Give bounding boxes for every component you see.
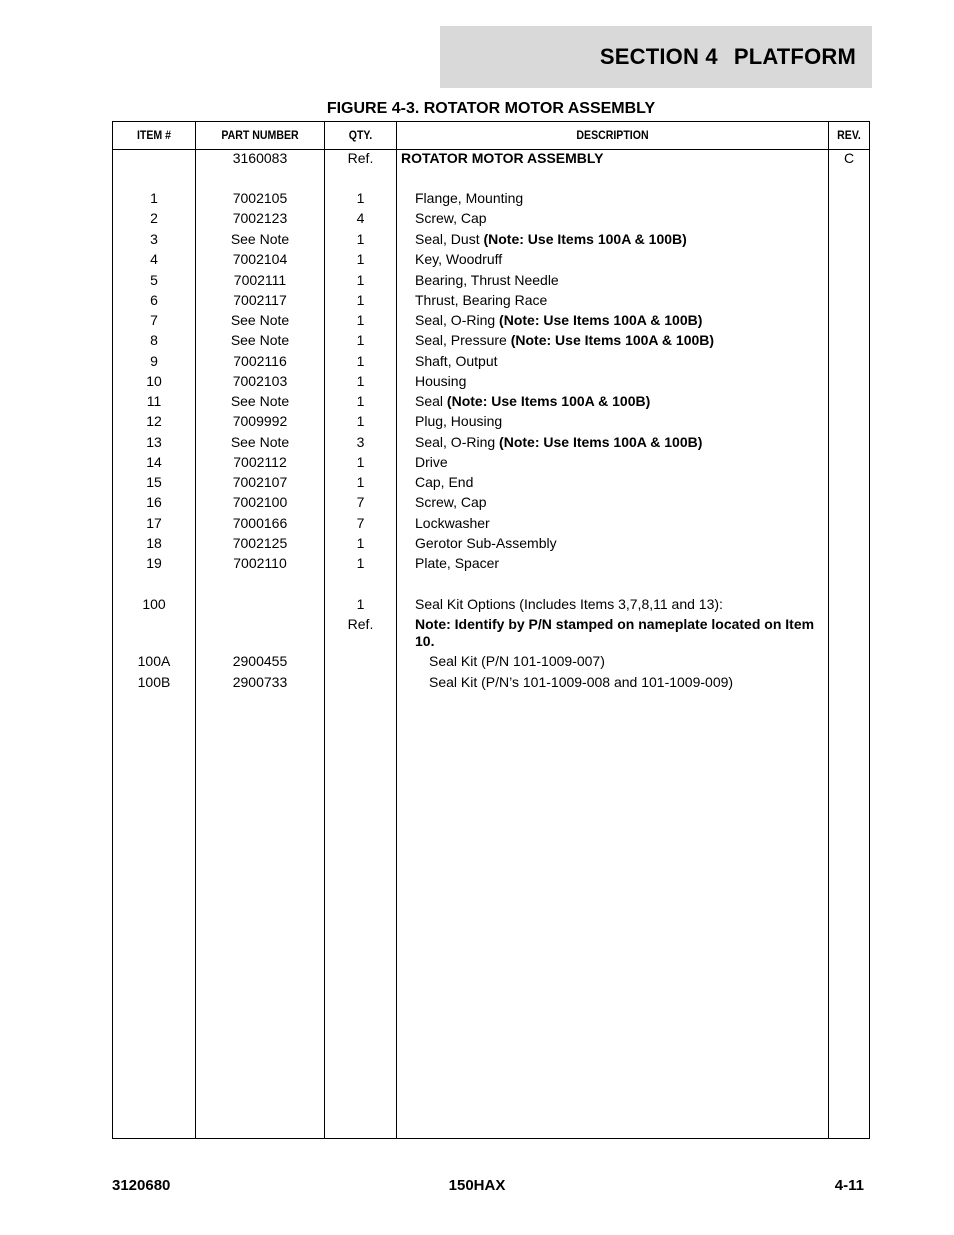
description-cell: Plate, Spacer bbox=[415, 555, 500, 571]
column-header-part-number: PART NUMBER bbox=[221, 128, 299, 142]
section-name: PLATFORM bbox=[733, 44, 856, 69]
footer-model: 150HAX bbox=[448, 1177, 506, 1194]
part-number-cell: See Note bbox=[230, 332, 290, 348]
figure-title: FIGURE 4-3. ROTATOR MOTOR ASSEMBLY bbox=[326, 100, 656, 117]
section-header bbox=[440, 26, 872, 88]
qty-cell: 1 bbox=[356, 555, 365, 571]
item-cell: 16 bbox=[146, 494, 162, 510]
column-divider bbox=[828, 122, 829, 1138]
item-cell: 4 bbox=[150, 251, 158, 267]
parts-table bbox=[112, 121, 870, 1139]
qty-cell: 1 bbox=[356, 272, 365, 288]
qty-cell: 1 bbox=[356, 353, 365, 369]
description-cell: Seal Kit (P/N 101-1009-007) bbox=[429, 653, 605, 669]
qty-cell: 1 bbox=[356, 596, 365, 612]
qty-cell: 1 bbox=[356, 393, 365, 409]
item-cell: 18 bbox=[146, 535, 162, 551]
part-number-cell: 7002117 bbox=[233, 292, 287, 308]
part-number-cell: 7002112 bbox=[233, 454, 287, 470]
item-cell: 13 bbox=[146, 434, 162, 450]
part-number-cell: 7002107 bbox=[232, 474, 288, 490]
description-cell: Plug, Housing bbox=[415, 413, 503, 429]
description-cell: Seal, O-Ring (Note: Use Items 100A & 100B) bbox=[415, 434, 703, 450]
description-cell: Seal, O-Ring (Note: Use Items 100A & 100B) bbox=[415, 312, 703, 328]
qty-cell: 1 bbox=[356, 413, 365, 429]
qty-cell: 7 bbox=[356, 515, 365, 531]
footer-doc-number: 3120680 bbox=[112, 1177, 171, 1194]
item-cell: 6 bbox=[150, 292, 158, 308]
item-cell: 11 bbox=[146, 393, 162, 409]
item-cell: 12 bbox=[146, 413, 162, 429]
part-number-cell: See Note bbox=[230, 393, 290, 409]
qty-cell: 1 bbox=[356, 454, 365, 470]
part-number-cell: 7002105 bbox=[232, 190, 288, 206]
item-cell: 5 bbox=[150, 272, 158, 288]
qty-cell: Ref. bbox=[347, 150, 374, 166]
qty-cell: 1 bbox=[356, 332, 365, 348]
part-number-cell: 7002110 bbox=[233, 555, 287, 571]
description-cell: Bearing, Thrust Needle bbox=[415, 272, 559, 288]
qty-cell: 7 bbox=[356, 494, 365, 510]
item-cell: 3 bbox=[150, 231, 158, 247]
description-cell: Key, Woodruff bbox=[415, 251, 503, 267]
item-cell: 10 bbox=[146, 373, 162, 389]
part-number-cell: 7002111 bbox=[233, 272, 287, 288]
column-divider bbox=[396, 122, 397, 1138]
qty-cell: 3 bbox=[356, 434, 365, 450]
qty-cell: 1 bbox=[356, 373, 365, 389]
description-cell: Lockwasher bbox=[415, 515, 490, 531]
description-cell: Cap, End bbox=[415, 474, 474, 490]
part-number-cell: 2900455 bbox=[232, 653, 288, 669]
description-cell: Seal Kit (P/N’s 101-1009-008 and 101-1009-009) bbox=[429, 674, 734, 690]
item-cell: 17 bbox=[146, 515, 162, 531]
item-cell: 19 bbox=[146, 555, 162, 571]
part-number-cell: 7002123 bbox=[232, 210, 288, 226]
part-number-cell: See Note bbox=[230, 231, 290, 247]
qty-cell: 1 bbox=[356, 190, 365, 206]
part-number-cell: 7002100 bbox=[232, 494, 288, 510]
section-label: SECTION 4 bbox=[599, 44, 718, 69]
description-cell: Note: Identify by P/N stamped on nameplate located on Item 10. bbox=[415, 616, 815, 649]
description-cell: Drive bbox=[415, 454, 448, 470]
item-cell: 8 bbox=[150, 332, 158, 348]
qty-cell: 1 bbox=[356, 535, 365, 551]
description-cell: Screw, Cap bbox=[415, 494, 487, 510]
column-header-item: ITEM # bbox=[136, 128, 172, 142]
item-cell: 1 bbox=[150, 190, 158, 206]
description-cell: Gerotor Sub-Assembly bbox=[415, 535, 557, 551]
item-cell: 15 bbox=[146, 474, 162, 490]
qty-cell: 1 bbox=[356, 292, 365, 308]
item-cell: 9 bbox=[150, 353, 158, 369]
qty-cell: 1 bbox=[356, 251, 365, 267]
item-cell: 14 bbox=[146, 454, 162, 470]
item-cell: 100B bbox=[137, 674, 171, 690]
description-cell: Thrust, Bearing Race bbox=[415, 292, 548, 308]
description-cell: Shaft, Output bbox=[415, 353, 498, 369]
part-number-cell: 2900733 bbox=[232, 674, 288, 690]
part-number-cell: 7000166 bbox=[232, 515, 288, 531]
qty-cell: 1 bbox=[356, 474, 365, 490]
description-cell: Housing bbox=[415, 373, 467, 389]
qty-cell: 4 bbox=[356, 210, 365, 226]
item-cell: 100 bbox=[142, 596, 166, 612]
part-number-cell: 7002116 bbox=[233, 353, 287, 369]
description-cell: Screw, Cap bbox=[415, 210, 487, 226]
qty-cell: 1 bbox=[356, 312, 365, 328]
part-number-cell: 3160083 bbox=[232, 150, 288, 166]
item-cell: 100A bbox=[137, 653, 171, 669]
item-cell: 2 bbox=[150, 210, 158, 226]
description-cell: Flange, Mounting bbox=[415, 190, 524, 206]
footer-page-number: 4-11 bbox=[834, 1177, 864, 1194]
part-number-cell: 7002103 bbox=[232, 373, 288, 389]
part-number-cell: See Note bbox=[230, 312, 290, 328]
part-number-cell: 7009992 bbox=[232, 413, 288, 429]
part-number-cell: See Note bbox=[230, 434, 290, 450]
column-header-rev: REV. bbox=[837, 128, 861, 142]
part-number-cell: 7002125 bbox=[232, 535, 288, 551]
column-header-qty: QTY. bbox=[348, 128, 373, 142]
description-cell: Seal, Pressure (Note: Use Items 100A & 100B) bbox=[415, 332, 715, 348]
item-cell: 7 bbox=[150, 312, 158, 328]
part-number-cell: 7002104 bbox=[232, 251, 288, 267]
description-cell: Seal Kit Options (Includes Items 3,7,8,11 and 13): bbox=[415, 596, 723, 612]
description-cell: Seal (Note: Use Items 100A & 100B) bbox=[415, 393, 651, 409]
qty-cell: 1 bbox=[356, 231, 365, 247]
rev-cell: C bbox=[843, 150, 855, 166]
description-cell: Seal, Dust (Note: Use Items 100A & 100B) bbox=[415, 231, 687, 247]
qty-cell: Ref. bbox=[347, 616, 374, 632]
column-header-description: DESCRIPTION bbox=[576, 128, 649, 142]
description-cell: ROTATOR MOTOR ASSEMBLY bbox=[401, 150, 604, 166]
